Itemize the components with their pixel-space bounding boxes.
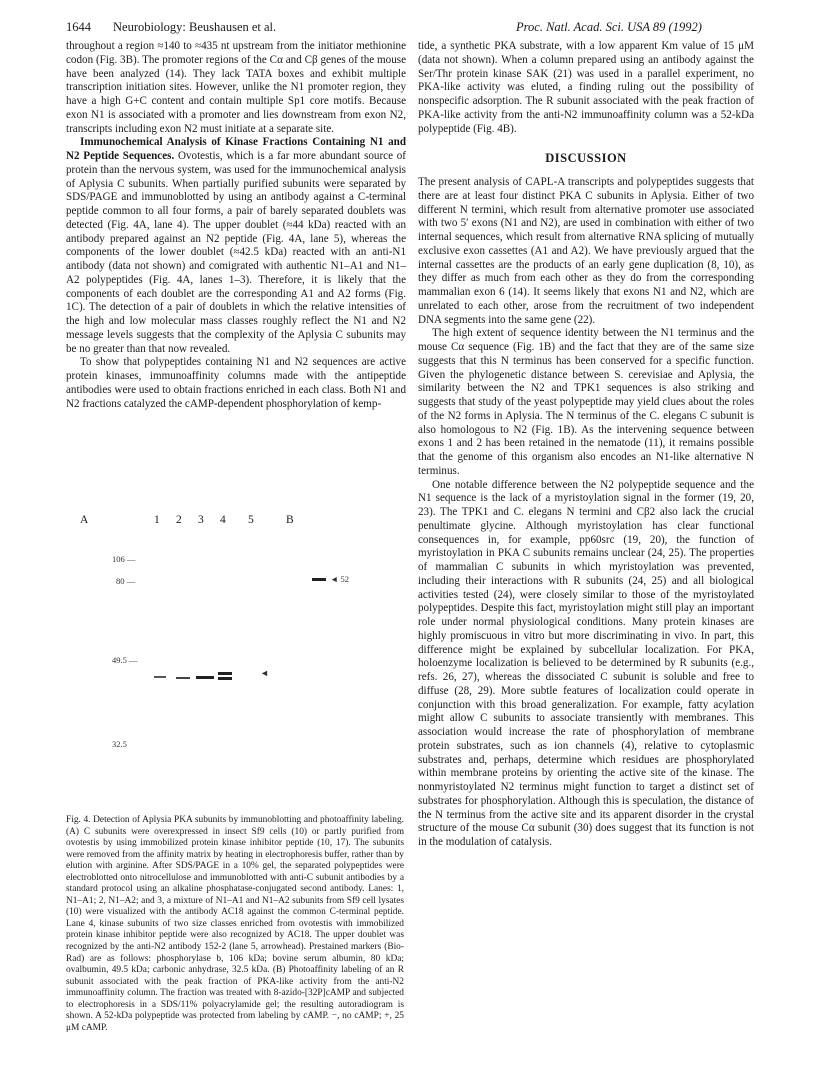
band-lane-4-lower [218, 677, 232, 680]
band-lane-2 [176, 677, 190, 679]
lane-label: 2 [176, 514, 182, 526]
panel-b-label: B [286, 514, 294, 526]
paragraph: tide, a synthetic PKA substrate, with a low apparent Km value of 15 μM (data not shown). When a column prepared using an antibody against the Ser/Thr protein kinase SAK (21) was used in a parallel experiment, no PKA-like activity was eluted, a finding ruling out the possibility of nonspecific adsorption. The R subunit associated with the peak fraction of PKA-like activity from the anti-N2 immunoaffinity column was a 52-kDa polypeptide (Fig. 4B). [418, 40, 754, 135]
marker-label: 80 — [116, 576, 136, 586]
lane-label: 3 [198, 514, 204, 526]
band-panel-b [312, 578, 326, 581]
paragraph: Immunochemical Analysis of Kinase Fractions Containing N1 and N2 Peptide Sequences. Ovotestis, which is a far more abundant source of protein than the nervous system, was used for the immunochemical analysis of Aplysia C subunits. When partially purified subunits were separated by SDS/PAGE and immunoblotted by using an antibody against a C-terminal peptide common to all four forms, a pair of barely separated doublets was detected (Fig. 4A, lane 4). The upper doublet (≈44 kDa) reacted with an antibody prepared against an N2 peptide (Fig. 4A, lane 5), whereas the components of the lower doublet (≈42.5 kDa) reacted with an anti-N1 antibody (data not shown) and comigrated with authentic N1–A1 and N1–A2 polypeptides (Fig. 4A, lanes 1–3). Therefore, it is likely that the components of each doublet are the corresponding A1 and A2 forms (Fig. 1C). The detection of a pair of doublets in which the relative intensities of the high and low molecular mass classes roughly reflect the N1 and N2 message levels suggests that the complexity of the Aplysia C subunits may be no greater than that now revealed. [66, 136, 407, 355]
section-heading: Immunochemical Analysis of Kinase Fractions Containing N1 and N2 Peptide Sequences. [66, 136, 406, 162]
paragraph: One notable difference between the N2 polypeptide sequence and the N1 sequence is the lack of a myristoylation signal in the former (19, 20, 23). The TPK1 and C. elegans N termini and Cβ2 also lack the crucial penultimate glycine. Although myristoylation has clear functional consequences in, for example, pp60src (19, 20), the function of myristoylation in PKA C subunits remains unclear (24, 25). The properties of mammalian C subunits in which myristoylation was prevented, including their interactions with R subunits (24, 25) and all biological activities tested (24), were closely similar to those of the myristoylated polypeptides. Despite this fact, myristoylation might still play an important role under normal physiological conditions. Many protein kinases are highly promiscuous in vitro but more discriminating in vivo. In part, this difference might be explained by subcellular localization. For PKA, holoenzyme localization is believed to be determined by R subunits (e.g., refs. 26, 27), whereas the dissociated C subunit is soluble and free to diffuse (28, 29). More subtle features of localization could operate in conjunction with this broad generalization. For example, fatty acylation might allow C subunits to associate transiently with membranes. This association would increase the rate of phosphorylation of membrane protein substrates, such as ion channels (4), relative to cytoplasmic substrates and, perhaps, determine which residues are phosphorylated within membrane proteins by orienting the active site of the kinase. The nonmyristoylated N2 terminus might function to target a distinct set of substrates for phosphorylation. Although this is speculation, the distance of the N terminus from the active site and its apparent disorder in the crystal structure of the mouse Cα subunit (30) does suggest that its function is not in the modulation of catalysis. [418, 478, 754, 848]
band-lane-1 [154, 676, 166, 678]
lane-label: 1 [154, 514, 160, 526]
panel-a-label: A [80, 514, 89, 526]
running-head-right: Proc. Natl. Acad. Sci. USA 89 (1992) [516, 20, 702, 34]
paragraph: throughout a region ≈140 to ≈435 nt upstream from the initiator methionine codon (Fig. 3B). The promoter regions of the Cα and Cβ genes of the mouse have been analyzed (14). They lack TATA boxes and exhibit multiple transcription initiation sites. However, unlike the N1 promoter region, they have a high G+C content and contain multiple Sp1 core motifs. Because exon N1 is associated with a promoter and lies downstream from exon N2, transcripts including exon N2 must initiate at a separate site. [66, 40, 406, 135]
page-number: 1644 [66, 20, 91, 34]
band-lane-4-upper [218, 672, 232, 675]
running-head-left: Neurobiology: Beushausen et al. [113, 20, 277, 34]
discussion-heading: DISCUSSION [545, 151, 627, 166]
lane-label: 5 [248, 514, 254, 526]
right-column [418, 40, 754, 850]
marker-label: 49.5 — [112, 655, 138, 665]
left-column [66, 40, 406, 411]
arrow-52-kda: ◄ 52 [330, 574, 350, 584]
figure-caption: Fig. 4. Detection of Aplysia PKA subunits by immunoblotting and photoaffinity labeling. (A) C subunits were overexpressed in insect Sf9 cells (10) or partly purified from ovotestis by using immobilized protein kinase inhibitor peptide (10, 17). The subunits were removed from the affinity matrix by heating in electrophoresis buffer, rather than by elution with arginine. After SDS/PAGE in a 10% gel, the separated polypeptides were electroblotted onto nitrocellulose and immunoblotted with anti-C subunit antibodies by a standard protocol using an alkaline phosphatase-conjugated second antibody. Lanes: 1, N1–A1; 2, N1–A2; and 3, a mixture of N1–A1 and N1–A2 subunits from Sf9 cell lysates (10) were visualized with the antibody AC18 against the common C-terminal peptide. Lane 4, kinase subunits of two size classes enriched from ovotestis with immobilized protein kinase inhibitor peptide were also recognized by AC18. The upper doublet was recognized by the anti-N2 antibody 152-2 (lane 5, arrowhead). Prestained markers (Bio-Rad) are as follows: phosphorylase b, 106 kDa; bovine serum albumin, 80 kDa; ovalbumin, 49.5 kDa; carbonic anhydrase, 32.5 kDa. (B) Photoaffinity labeling of an R subunit associated with the peak fraction of PKA-like activity from the anti-N2 immunoaffinity column. The fraction was treated with 8-azido-[32P]cAMP and subjected to electrophoresis in a SDS/11% polyacrylamide gel; the resulting autoradiogram is shown. A 52-kDa polypeptide was protected from labeling by cAMP. −, no cAMP; +, 25 μM cAMP. [66, 815, 404, 1033]
figure-4-blot [66, 512, 406, 812]
arrowhead-lane-5: ◄ [260, 668, 269, 678]
paragraph: The high extent of sequence identity between the N1 terminus and the mouse Cα sequence (Fig. 1B) and the fact that they are of the same size suggests that this N terminus has been conserved for a specific function. Given the phylogenetic distance between S. cerevisiae and Aplysia, the similarity between the N2 and TPK1 sequences is also striking and suggests that study of the yeast polypeptide may yield clues about the roles of the N2 forms in Aplysia. The N terminus of the C. elegans C subunit is also homologous to N2 (Fig. 1B). As the intervening sequence between exons 1 and 2 has been retained in the nematode (11), it remains possible that the genome of this organism also encodes an N1-like alternative N terminus. [418, 327, 754, 477]
paragraph: The present analysis of CAPL-A transcripts and polypeptides suggests that there are at least four distinct PKA C subunits in Aplysia. Either of two different N termini, which result from alternative promoter use associated with two 5′ exons (N1 and N2), are used in combination with either of two internal sequences, which result from alternative RNA splicing of mutually exclusive exon cassettes (A1 and A2). We have previously argued that the internal cassettes are the products of an early gene duplication (8, 10), as they differ as much from each other as they do from the corresponding mammalian exon 6 (14). It seems likely that exons N1 and N2, which are unrelated to each other, arose from the recruitment of two independent DNA segments into the same gene (22). [418, 176, 754, 326]
marker-label: 106 — [112, 554, 136, 564]
band-lane-3 [196, 676, 214, 679]
paragraph: To show that polypeptides containing N1 and N2 sequences are active protein kinases, immunoaffinity columns made with the antipeptide antibodies were used to obtain fractions enriched in each class. Both N1 and N2 fractions catalyzed the cAMP-dependent phosphorylation of kemp- [66, 356, 406, 410]
marker-label: 32.5 [112, 739, 127, 749]
lane-label: 4 [220, 514, 226, 526]
